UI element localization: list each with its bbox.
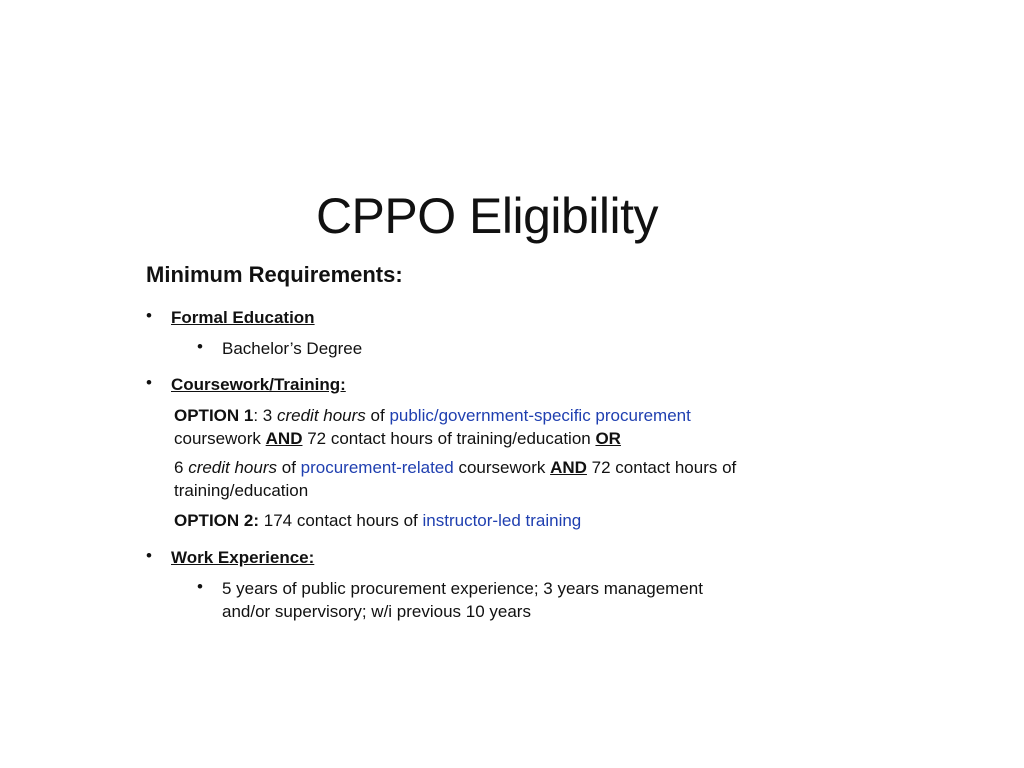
option2-link-text: instructor-led training xyxy=(422,511,582,530)
work-experience-item-line2: and/or supervisory; w/i previous 10 years xyxy=(222,602,531,621)
subheading-minimum-requirements: Minimum Requirements: xyxy=(146,262,403,287)
bachelors-degree-item: Bachelor’s Degree xyxy=(222,339,363,358)
option1-or: OR xyxy=(595,429,621,448)
slide-title: CPPO Eligibility xyxy=(315,188,659,244)
formal-education-heading: Formal Education xyxy=(171,308,315,327)
option1-and: AND xyxy=(265,429,303,448)
option1-colon: : 3 xyxy=(253,406,277,425)
option1-credit-hours: credit hours xyxy=(276,406,366,425)
alt-of: of xyxy=(277,458,301,477)
option2-label: OPTION 2: xyxy=(174,511,260,530)
bullet-icon: • xyxy=(197,577,203,596)
option1-label: OPTION 1 xyxy=(174,406,254,425)
option1-link-text: public/government-specific procurement xyxy=(389,406,691,425)
bullet-icon: • xyxy=(146,306,152,325)
alt-six: 6 xyxy=(174,458,189,477)
bullet-icon: • xyxy=(146,373,152,392)
alt-end: 72 contact hours of xyxy=(586,458,737,477)
alt-line2: training/education xyxy=(174,481,309,500)
alt-credit-hours: credit hours xyxy=(188,458,278,477)
option1-coursework: coursework xyxy=(174,429,266,448)
bullet-icon: • xyxy=(146,546,152,565)
option1-of: of xyxy=(365,406,390,425)
work-experience-item-line1: 5 years of public procurement experience; 3 years management xyxy=(222,579,703,598)
alt-link-text: procurement-related xyxy=(300,458,454,477)
alt-line1 xyxy=(174,456,736,479)
option2-text: 174 contact hours of xyxy=(259,511,423,530)
option1-line1 xyxy=(174,404,691,427)
option1-contact-hours: 72 contact hours of training/education xyxy=(302,429,596,448)
coursework-heading: Coursework/Training: xyxy=(171,375,346,394)
option2-line xyxy=(174,509,581,532)
alt-and: AND xyxy=(550,458,587,477)
bullet-icon: • xyxy=(197,337,203,356)
option1-line2 xyxy=(174,427,621,450)
alt-mid: coursework xyxy=(453,458,551,477)
work-experience-heading: Work Experience: xyxy=(171,548,315,567)
